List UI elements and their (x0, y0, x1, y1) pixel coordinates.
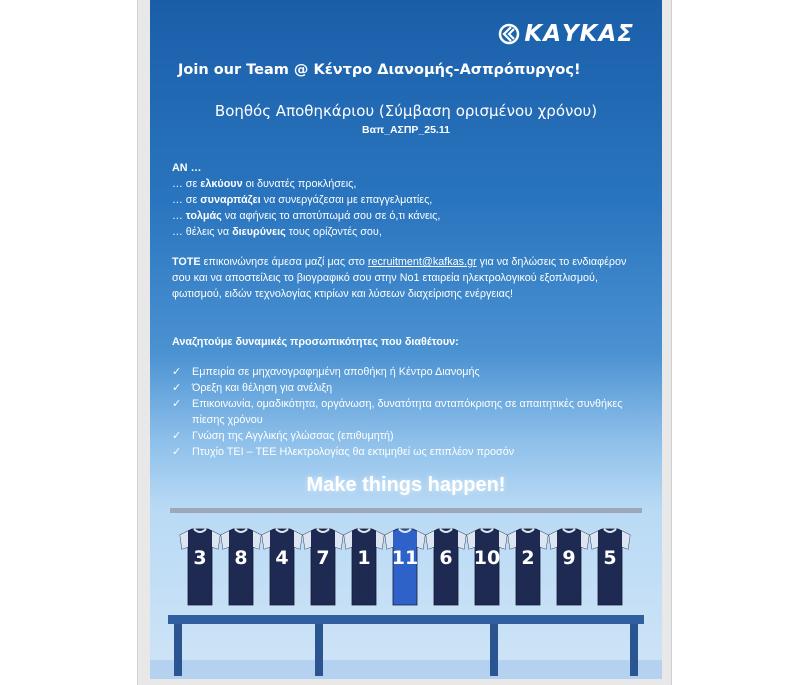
bench-leg (630, 624, 638, 676)
jersey (260, 525, 304, 607)
jersey-number: 9 (562, 547, 576, 569)
jersey (506, 525, 550, 607)
bench-leg (490, 624, 498, 676)
kafkas-logo-icon (498, 23, 520, 45)
bench (168, 615, 644, 624)
seeking-heading: Αναζητούμε δυναμικές προσωπικότητες που διαθέτουν: (172, 336, 459, 348)
jersey-number: 8 (234, 547, 248, 569)
jersey-number: 6 (439, 547, 453, 569)
check-icon: ✓ (172, 398, 182, 410)
bench-leg (174, 624, 182, 676)
job-code: Βαπ_ΑΣΠΡ_25.11 (362, 124, 450, 136)
job-title: Βοηθός Αποθηκάριου (Σύμβαση ορισμένου χρόνου) (214, 102, 598, 120)
intro-line: … σε ελκύουν οι δυνατές προκλήσεις, (172, 178, 357, 190)
jersey-number: 1 (357, 547, 371, 569)
jersey (465, 525, 509, 607)
jersey (383, 525, 427, 607)
intro-an: ΑΝ … (172, 162, 202, 174)
jersey (301, 525, 345, 607)
jersey (588, 525, 632, 607)
requirement-text: Επικοινωνία, ομαδικότητα, οργάνωση, δυνατότητα ανταπόκρισης σε απαιτητικές συνθήκες πίεσης χρόνου (192, 398, 623, 426)
requirements-list (172, 364, 642, 460)
requirement-item (172, 396, 642, 428)
bench-leg (315, 624, 323, 676)
requirement-item (172, 444, 642, 460)
jersey (424, 525, 468, 607)
jersey-number: 2 (521, 547, 535, 569)
jersey-number: 3 (193, 547, 207, 569)
headline: Join our Team @ Κέντρο Διανομής-Ασπρόπυργος! (178, 62, 581, 78)
check-icon: ✓ (172, 430, 182, 442)
jersey (178, 525, 222, 607)
requirement-text: Όρεξη και θέληση για ανέλιξη (192, 382, 333, 394)
requirement-text: Εμπειρία σε μηχανογραφημένη αποθήκη ή Κέντρο Διανομής (192, 366, 480, 378)
intro-line: … σε συναρπάζει να συνεργάζεσαι με επαγγελματίες, (172, 194, 433, 206)
intro-line: … θέλεις να διευρύνεις τους ορίζοντές σου, (172, 226, 382, 238)
hanger-rail (170, 508, 642, 513)
floor (150, 660, 662, 679)
requirement-item (172, 380, 642, 396)
check-icon: ✓ (172, 382, 182, 394)
jersey (219, 525, 263, 607)
tote-label: ΤΟΤΕ (172, 256, 201, 268)
slogan: Make things happen! (306, 474, 506, 496)
check-icon: ✓ (172, 446, 182, 458)
requirement-text: Γνώση της Αγγλικής γλώσσας (επιθυμητή) (192, 430, 394, 442)
brand-name: ΚΑΥΚΑΣ (524, 21, 634, 47)
requirement-text: Πτυχίο ΤΕΙ – ΤΕΕ Ηλεκτρολογίας θα εκτιμηθεί ως επιπλέον προσόν (192, 446, 515, 458)
jersey-number: 10 (473, 547, 501, 569)
requirement-item (172, 428, 642, 444)
brand-logo (498, 22, 634, 46)
requirement-item (172, 364, 642, 380)
jersey-number: 5 (603, 547, 617, 569)
contact-paragraph: ΤΟΤΕ επικοινώνησε άμεσα μαζί μας στο recruitment@kafkas.gr για να δηλώσεις το ενδιαφέρον σου και να αποστείλεις το βιογραφικό σου στην Νο1 εταιρεία ηλεκτρολογικού εξοπλισμού, φωτισμού, ειδών τεχνολογίας κτιρίων και λύσεων διαχείρισης ενέργειας! (172, 256, 627, 300)
intro-line: … τολμάς να αφήνεις το αποτύπωμά σου σε ό,τι κάνεις, (172, 210, 441, 222)
job-poster (150, 0, 662, 679)
check-icon: ✓ (172, 366, 182, 378)
intro-block (172, 160, 642, 240)
recruitment-email-link[interactable]: recruitment@kafkas.gr (367, 256, 477, 268)
jersey (547, 525, 591, 607)
jersey (342, 525, 386, 607)
jersey-number: 7 (316, 547, 330, 569)
jersey-number: 4 (275, 547, 289, 569)
jersey-number: 11 (391, 547, 419, 569)
